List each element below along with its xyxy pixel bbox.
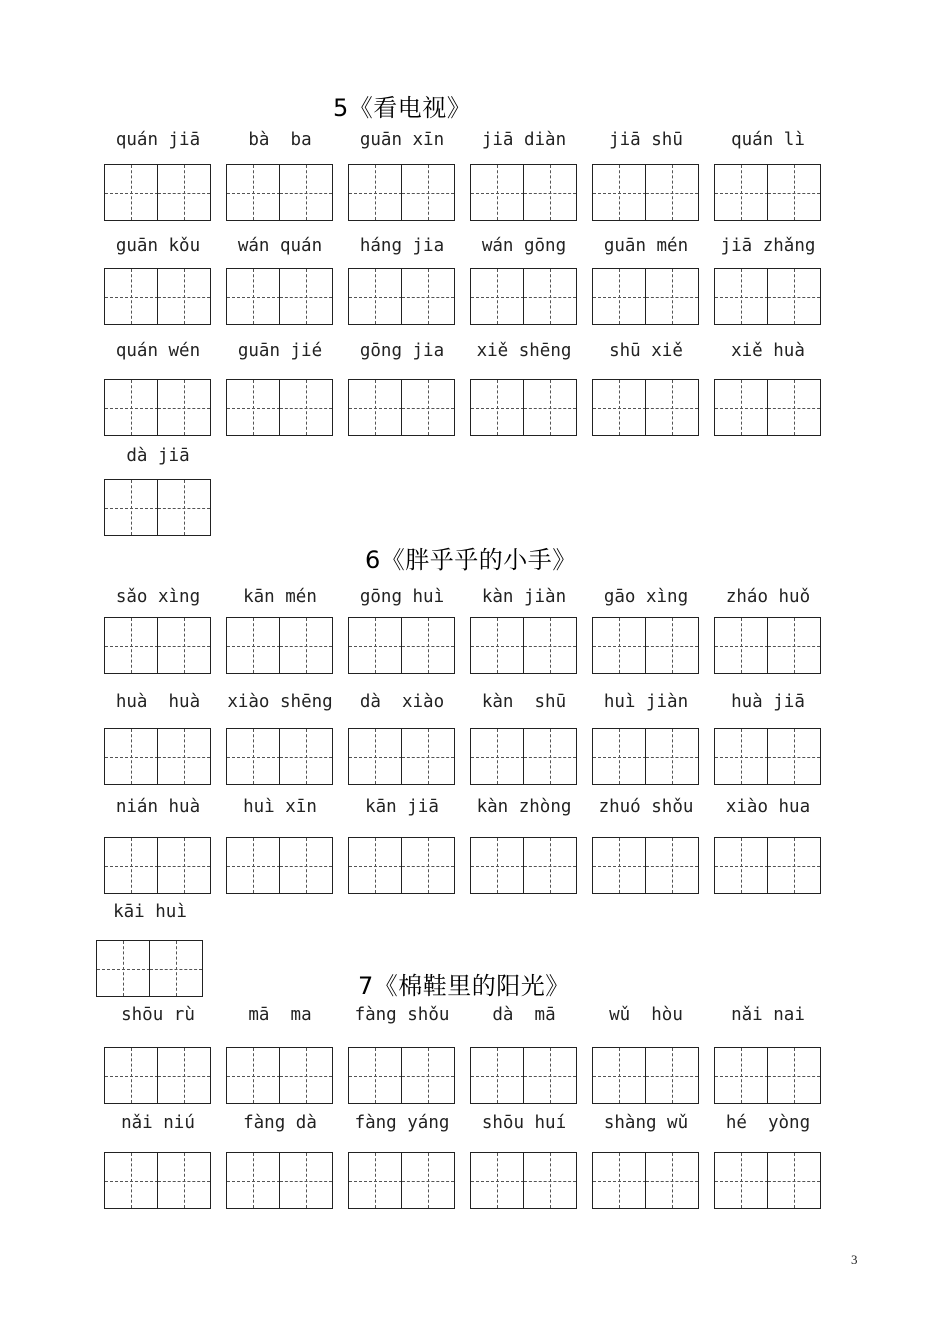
writing-grid[interactable]	[104, 1152, 211, 1209]
character-cell[interactable]	[645, 838, 699, 893]
writing-grid[interactable]	[104, 164, 211, 221]
writing-grid[interactable]	[226, 837, 333, 894]
character-cell[interactable]	[401, 380, 455, 435]
character-cell[interactable]	[227, 380, 280, 435]
character-cell[interactable]	[471, 1153, 524, 1208]
pinyin-label: kàn zhòng	[476, 797, 572, 817]
writing-grid[interactable]	[714, 164, 821, 221]
character-cell[interactable]	[401, 1153, 455, 1208]
pinyin-label: jiā shū	[609, 130, 683, 150]
pinyin-label: guān jié	[237, 341, 323, 361]
character-cell[interactable]	[157, 838, 211, 893]
character-cell[interactable]	[401, 269, 455, 324]
pinyin-label: fàng dà	[243, 1113, 317, 1133]
pinyin-label: bà ba	[248, 130, 312, 150]
section-6-title: 6《胖乎乎的小手》	[365, 546, 577, 574]
character-cell[interactable]	[157, 380, 211, 435]
writing-grid[interactable]	[470, 617, 577, 674]
pinyin-label: mā ma	[248, 1005, 312, 1025]
writing-grid[interactable]	[470, 268, 577, 325]
character-cell[interactable]	[523, 269, 577, 324]
writing-grid[interactable]	[348, 268, 455, 325]
character-cell[interactable]	[767, 165, 821, 220]
character-cell[interactable]	[593, 1048, 646, 1103]
pinyin-label: jiā diàn	[481, 130, 567, 150]
pinyin-label: dà jiā	[126, 446, 190, 466]
writing-grid[interactable]	[470, 728, 577, 785]
character-cell[interactable]	[645, 380, 699, 435]
pinyin-label: wán gōng	[481, 236, 567, 256]
pinyin-label: shōu huí	[481, 1113, 567, 1133]
writing-grid[interactable]	[592, 1152, 699, 1209]
writing-grid[interactable]	[104, 379, 211, 436]
character-cell[interactable]	[471, 165, 524, 220]
character-cell[interactable]	[767, 1048, 821, 1103]
character-cell[interactable]	[349, 1048, 402, 1103]
character-cell[interactable]	[767, 729, 821, 784]
pinyin-label: nián huà	[115, 797, 201, 817]
character-cell[interactable]	[645, 1153, 699, 1208]
character-cell[interactable]	[227, 269, 280, 324]
character-cell[interactable]	[767, 269, 821, 324]
character-cell[interactable]	[227, 1048, 280, 1103]
pinyin-label: fàng yáng	[354, 1113, 450, 1133]
character-cell[interactable]	[767, 380, 821, 435]
character-cell[interactable]	[279, 1153, 333, 1208]
character-cell[interactable]	[645, 618, 699, 673]
character-cell[interactable]	[523, 1048, 577, 1103]
character-cell[interactable]	[105, 165, 158, 220]
character-cell[interactable]	[645, 729, 699, 784]
pinyin-label: huì xīn	[243, 797, 317, 817]
character-cell[interactable]	[227, 618, 280, 673]
writing-grid[interactable]	[104, 728, 211, 785]
character-cell[interactable]	[157, 1048, 211, 1103]
character-cell[interactable]	[105, 480, 158, 535]
character-cell[interactable]	[227, 729, 280, 784]
writing-grid[interactable]	[714, 1152, 821, 1209]
section-7-title: 7《棉鞋里的阳光》	[358, 972, 570, 1000]
writing-grid[interactable]	[104, 268, 211, 325]
character-cell[interactable]	[105, 618, 158, 673]
character-cell[interactable]	[349, 380, 402, 435]
pinyin-label: quán lì	[731, 130, 805, 150]
pinyin-label: huà jiā	[731, 692, 805, 712]
pinyin-label: shū xiě	[609, 341, 683, 361]
writing-grid[interactable]	[592, 617, 699, 674]
character-cell[interactable]	[349, 269, 402, 324]
section-5-title: 5《看电视》	[333, 94, 472, 122]
character-cell[interactable]	[471, 1048, 524, 1103]
character-cell[interactable]	[105, 729, 158, 784]
character-cell[interactable]	[227, 165, 280, 220]
character-cell[interactable]	[715, 838, 768, 893]
character-cell[interactable]	[767, 838, 821, 893]
pinyin-label: hé yòng	[725, 1113, 811, 1133]
writing-grid[interactable]	[592, 1047, 699, 1104]
character-cell[interactable]	[157, 165, 211, 220]
character-cell[interactable]	[523, 380, 577, 435]
writing-grid[interactable]	[714, 837, 821, 894]
writing-grid[interactable]	[470, 379, 577, 436]
writing-grid[interactable]	[592, 268, 699, 325]
writing-grid[interactable]	[104, 479, 211, 536]
pinyin-label: kān mén	[243, 587, 317, 607]
pinyin-label: shàng wǔ	[603, 1113, 689, 1133]
writing-grid[interactable]	[348, 728, 455, 785]
writing-grid[interactable]	[348, 379, 455, 436]
pinyin-label: xiào shēng	[227, 692, 333, 712]
pinyin-label: nǎi niú	[121, 1113, 195, 1133]
pinyin-label: nǎi nai	[731, 1005, 805, 1025]
character-cell[interactable]	[349, 1153, 402, 1208]
character-cell[interactable]	[279, 269, 333, 324]
character-cell[interactable]	[471, 269, 524, 324]
character-cell[interactable]	[593, 838, 646, 893]
pinyin-label: guān xīn	[359, 130, 445, 150]
writing-grid[interactable]	[470, 164, 577, 221]
writing-grid[interactable]	[348, 837, 455, 894]
writing-grid[interactable]	[592, 837, 699, 894]
character-cell[interactable]	[349, 838, 402, 893]
character-cell[interactable]	[97, 941, 150, 996]
character-cell[interactable]	[279, 165, 333, 220]
character-cell[interactable]	[593, 269, 646, 324]
character-cell[interactable]	[157, 269, 211, 324]
character-cell[interactable]	[523, 618, 577, 673]
character-cell[interactable]	[279, 618, 333, 673]
writing-grid[interactable]	[104, 1047, 211, 1104]
character-cell[interactable]	[645, 1048, 699, 1103]
writing-grid[interactable]	[348, 1152, 455, 1209]
writing-grid[interactable]	[104, 617, 211, 674]
character-cell[interactable]	[593, 165, 646, 220]
character-cell[interactable]	[593, 729, 646, 784]
writing-grid[interactable]	[104, 837, 211, 894]
character-cell[interactable]	[523, 1153, 577, 1208]
character-cell[interactable]	[349, 618, 402, 673]
character-cell[interactable]	[471, 838, 524, 893]
character-cell[interactable]	[401, 1048, 455, 1103]
character-cell[interactable]	[105, 269, 158, 324]
pinyin-label: háng jia	[359, 236, 445, 256]
character-cell[interactable]	[349, 165, 402, 220]
writing-grid[interactable]	[592, 379, 699, 436]
pinyin-label: kàn shū	[481, 692, 567, 712]
character-cell[interactable]	[157, 618, 211, 673]
character-cell[interactable]	[715, 618, 768, 673]
writing-grid[interactable]	[470, 1047, 577, 1104]
pinyin-label: fàng shǒu	[354, 1005, 450, 1025]
writing-grid[interactable]	[470, 1152, 577, 1209]
pinyin-label: wǔ hòu	[609, 1005, 683, 1025]
writing-grid[interactable]	[592, 164, 699, 221]
character-cell[interactable]	[279, 838, 333, 893]
writing-grid[interactable]	[714, 379, 821, 436]
pinyin-label: sǎo xìng	[115, 587, 201, 607]
pinyin-label: kān jiā	[365, 797, 439, 817]
writing-grid[interactable]	[348, 617, 455, 674]
character-cell[interactable]	[471, 380, 524, 435]
writing-grid[interactable]	[226, 617, 333, 674]
pinyin-label: kàn jiàn	[481, 587, 567, 607]
character-cell[interactable]	[767, 618, 821, 673]
character-cell[interactable]	[105, 838, 158, 893]
pinyin-label: guān kǒu	[115, 236, 201, 256]
character-cell[interactable]	[523, 729, 577, 784]
pinyin-label: zhuó shǒu	[598, 797, 694, 817]
pinyin-label: guān mén	[603, 236, 689, 256]
writing-grid[interactable]	[714, 617, 821, 674]
pinyin-label: xiě shēng	[476, 341, 572, 361]
pinyin-label: huì jiàn	[603, 692, 689, 712]
page-number: 3	[851, 1252, 858, 1267]
character-cell[interactable]	[471, 618, 524, 673]
character-cell[interactable]	[279, 1048, 333, 1103]
pinyin-label: xiě huà	[731, 341, 805, 361]
character-cell[interactable]	[593, 618, 646, 673]
writing-grid[interactable]	[592, 728, 699, 785]
character-cell[interactable]	[523, 838, 577, 893]
character-cell[interactable]	[715, 165, 768, 220]
character-cell[interactable]	[157, 1153, 211, 1208]
pinyin-label: dà xiào	[359, 692, 445, 712]
character-cell[interactable]	[157, 729, 211, 784]
character-cell[interactable]	[645, 165, 699, 220]
character-cell[interactable]	[401, 838, 455, 893]
pinyin-label: gōng huì	[359, 587, 445, 607]
character-cell[interactable]	[645, 269, 699, 324]
writing-grid[interactable]	[714, 1047, 821, 1104]
character-cell[interactable]	[715, 380, 768, 435]
pinyin-label: huà huà	[115, 692, 201, 712]
character-cell[interactable]	[715, 1153, 768, 1208]
character-cell[interactable]	[401, 165, 455, 220]
writing-grid[interactable]	[348, 164, 455, 221]
writing-grid[interactable]	[96, 940, 203, 997]
character-cell[interactable]	[715, 729, 768, 784]
character-cell[interactable]	[227, 1153, 280, 1208]
writing-grid[interactable]	[226, 1152, 333, 1209]
character-cell[interactable]	[471, 729, 524, 784]
character-cell[interactable]	[157, 480, 211, 535]
pinyin-label: xiào hua	[725, 797, 811, 817]
pinyin-label: jiā zhǎng	[720, 236, 816, 256]
character-cell[interactable]	[715, 269, 768, 324]
pinyin-label: shōu rù	[121, 1005, 195, 1025]
pinyin-label: dà mā	[492, 1005, 556, 1025]
writing-grid[interactable]	[714, 728, 821, 785]
character-cell[interactable]	[401, 618, 455, 673]
writing-grid[interactable]	[226, 164, 333, 221]
character-cell[interactable]	[715, 1048, 768, 1103]
character-cell[interactable]	[767, 1153, 821, 1208]
writing-grid[interactable]	[226, 1047, 333, 1104]
character-cell[interactable]	[227, 838, 280, 893]
pinyin-label: quán wén	[115, 341, 201, 361]
character-cell[interactable]	[105, 1048, 158, 1103]
pinyin-label: zháo huǒ	[725, 587, 811, 607]
writing-grid[interactable]	[226, 379, 333, 436]
pinyin-label: kāi huì	[113, 902, 187, 922]
writing-grid[interactable]	[714, 268, 821, 325]
character-cell[interactable]	[401, 729, 455, 784]
character-cell[interactable]	[149, 941, 203, 996]
character-cell[interactable]	[105, 380, 158, 435]
character-cell[interactable]	[105, 1153, 158, 1208]
character-cell[interactable]	[593, 380, 646, 435]
character-cell[interactable]	[593, 1153, 646, 1208]
pinyin-label: quán jiā	[115, 130, 201, 150]
character-cell[interactable]	[279, 380, 333, 435]
character-cell[interactable]	[523, 165, 577, 220]
character-cell[interactable]	[279, 729, 333, 784]
writing-grid[interactable]	[348, 1047, 455, 1104]
writing-grid[interactable]	[470, 837, 577, 894]
pinyin-label: gāo xìng	[603, 587, 689, 607]
pinyin-label: wán quán	[237, 236, 323, 256]
writing-grid[interactable]	[226, 728, 333, 785]
character-cell[interactable]	[349, 729, 402, 784]
writing-grid[interactable]	[226, 268, 333, 325]
pinyin-label: gōng jia	[359, 341, 445, 361]
